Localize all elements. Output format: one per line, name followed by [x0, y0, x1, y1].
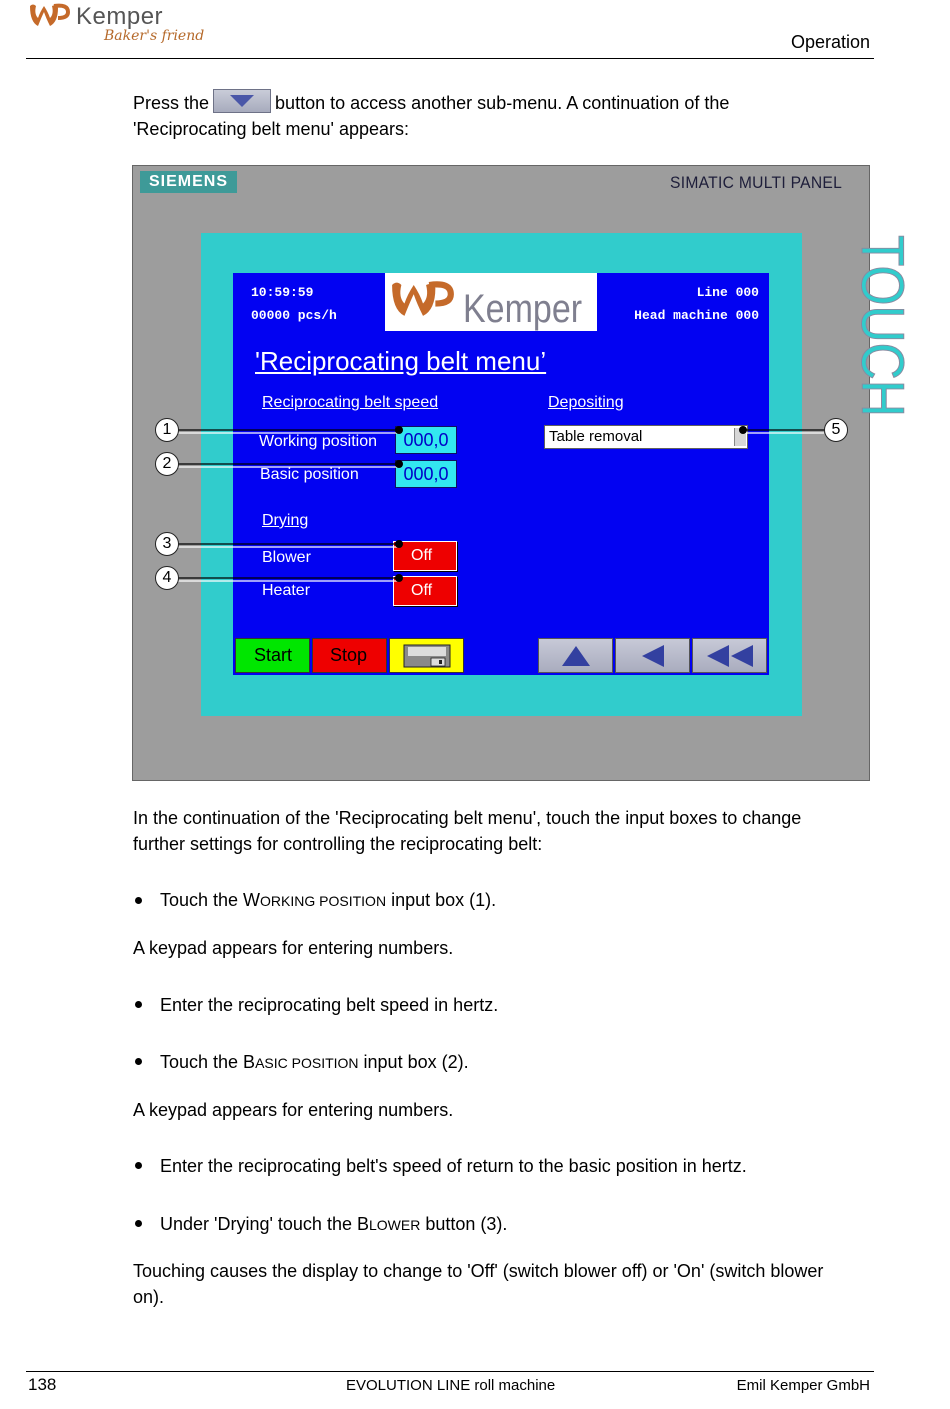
intro-text-1: Press the	[133, 93, 210, 113]
b3-pre: Touch the B	[160, 1052, 256, 1072]
blower-label: Blower	[262, 549, 311, 566]
basic-position-label: Basic position	[260, 466, 359, 483]
touch-text: TOUCH	[849, 235, 916, 448]
p4-line-2: on).	[133, 1287, 165, 1307]
paragraph-touching	[133, 1258, 863, 1310]
siemens-logo: SIEMENS	[140, 171, 237, 193]
bullet-dot	[135, 1220, 142, 1227]
panel-model-label: SIMATIC MULTI PANEL	[670, 173, 843, 192]
logo-tagline: Baker's friend	[104, 28, 205, 44]
depositing-value: Table removal	[549, 428, 643, 445]
p1-line-1: In the continuation of the 'Reciprocating belt menu', touch the input boxes to change	[133, 808, 802, 828]
p1-line-2: further settings for controlling the reciprocating belt:	[133, 834, 543, 854]
screen-head-machine: Head machine 000	[634, 308, 759, 323]
b3-post: input box (2).	[358, 1052, 469, 1072]
screen-logo-wordmark: Kemper	[463, 287, 583, 331]
bullet-basic-position	[160, 1049, 890, 1076]
bullet-enter-return-speed: Enter the reciprocating belt's speed of return to the basic position in hertz.	[160, 1156, 747, 1176]
stop-button[interactable]: Stop	[312, 638, 387, 673]
intro-text-2: button to access another sub-menu. A continuation of the	[275, 93, 730, 113]
working-position-label: Working position	[259, 433, 377, 450]
bullet-dot	[135, 897, 142, 904]
paragraph-keypad-1: A keypad appears for entering numbers.	[133, 938, 454, 958]
start-button[interactable]: Start	[235, 638, 310, 673]
blower-button[interactable]: Off	[393, 541, 457, 571]
bullet-enter-speed: Enter the reciprocating belt speed in hertz.	[160, 995, 499, 1015]
screen-menu-title: 'Reciprocating belt menu’	[255, 346, 547, 376]
callout-2: 2	[155, 452, 179, 476]
speed-heading: Reciprocating belt speed	[262, 394, 439, 411]
footer-company: Emil Kemper GmbH	[736, 1377, 870, 1394]
intro-text-3: 'Reciprocating belt menu' appears:	[133, 119, 410, 139]
bullet-dot	[135, 1001, 142, 1008]
b5-pre: Under 'Drying' touch the B	[160, 1214, 369, 1234]
callout-3: 3	[155, 532, 179, 556]
b5-post: button (3).	[420, 1214, 508, 1234]
paragraph-continuation	[133, 805, 863, 857]
logo-wordmark: Kemper	[76, 3, 164, 30]
b5-smallcaps: LOWER	[368, 1217, 421, 1233]
bullet-working-position	[160, 887, 890, 914]
paragraph-keypad-2: A keypad appears for entering numbers.	[133, 1100, 454, 1120]
b3-smallcaps: ASIC POSITION	[255, 1055, 359, 1071]
b1-pre: Touch the W	[160, 890, 261, 910]
page-number: 138	[28, 1375, 57, 1394]
basic-position-input[interactable]: 000,0	[395, 460, 457, 488]
drying-heading: Drying	[262, 512, 309, 529]
b1-smallcaps: ORKING POSITION	[260, 893, 387, 909]
callout-5: 5	[824, 418, 848, 442]
bullet-dot	[135, 1058, 142, 1065]
screen-rate: 00000 pcs/h	[251, 308, 337, 323]
callout-1: 1	[155, 418, 179, 442]
heater-button[interactable]: Off	[393, 576, 457, 606]
section-title: Operation	[790, 32, 870, 52]
bullet-dot	[135, 1162, 142, 1169]
p4-line-1: Touching causes the display to change to 'Off' (switch blower off) or 'On' (switch blower	[133, 1261, 824, 1281]
bullet-blower	[160, 1211, 890, 1238]
callout-4: 4	[155, 566, 179, 590]
working-position-input[interactable]: 000,0	[395, 426, 457, 454]
depositing-heading: Depositing	[548, 394, 624, 411]
footer-rule	[26, 1371, 874, 1372]
screen-time: 10:59:59	[251, 285, 314, 300]
heater-label: Heater	[262, 582, 311, 599]
b1-post: input box (1).	[386, 890, 497, 910]
footer-title: EVOLUTION LINE roll machine	[346, 1377, 556, 1394]
screen-line: Line 000	[696, 285, 759, 300]
